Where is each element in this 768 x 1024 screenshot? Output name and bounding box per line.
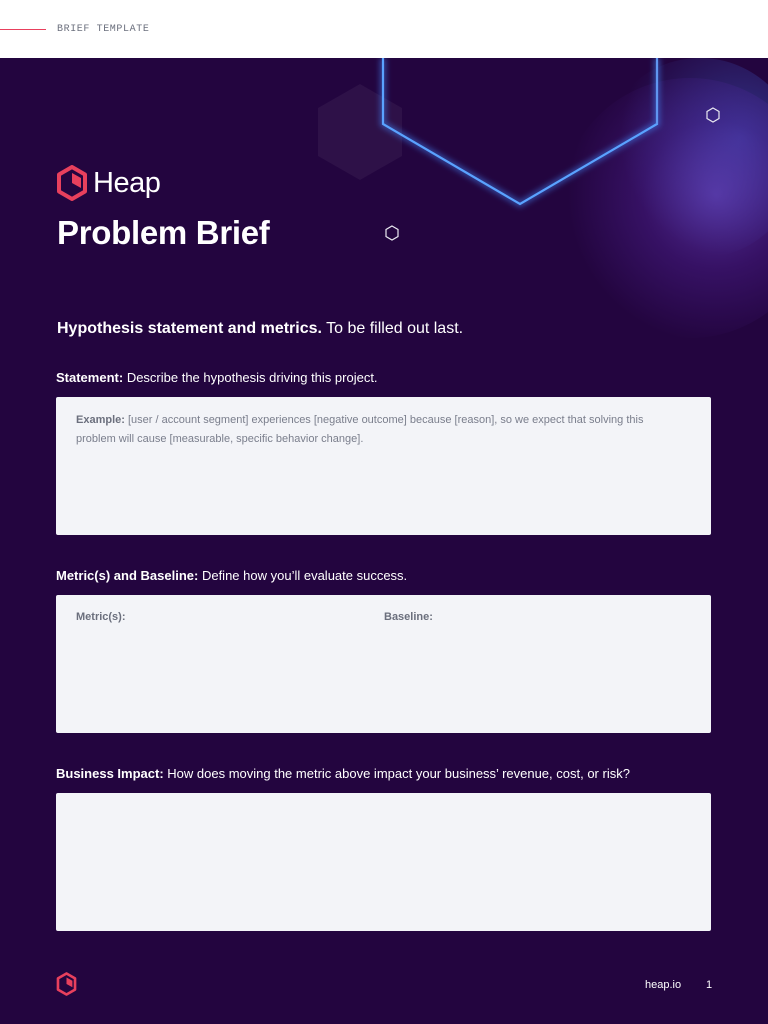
- brand-logo: [56, 164, 160, 202]
- faint-hexagon: [318, 84, 402, 180]
- header-accent-line: [0, 29, 46, 30]
- heap-logo-icon: [56, 165, 88, 201]
- page-title: Problem Brief: [57, 214, 270, 251]
- baseline-column-label: Baseline:: [384, 611, 433, 623]
- statement-hint-bold: Example:: [76, 414, 125, 426]
- small-hexagon-right: [707, 108, 719, 122]
- top-bar: [0, 0, 768, 58]
- impact-field[interactable]: [56, 793, 711, 931]
- impact-label-rest: How does moving the metric above impact your business’ revenue, cost, or risk?: [167, 766, 630, 781]
- hexagon-decoration: [0, 58, 768, 358]
- brief-page: [0, 58, 768, 1024]
- metrics-label: [56, 568, 407, 583]
- small-hexagon-center: [386, 226, 398, 240]
- metric-column-label: Metric(s):: [76, 611, 126, 623]
- statement-label: [56, 370, 378, 385]
- impact-label: [56, 766, 630, 781]
- footer-site-link[interactable]: heap.io: [645, 979, 682, 991]
- brand-name: Heap: [93, 166, 161, 199]
- metrics-label-bold: Metric(s) and Baseline:: [56, 568, 199, 583]
- neon-hexagon-glow: [383, 58, 657, 204]
- statement-hint: [76, 411, 686, 449]
- metrics-field[interactable]: [56, 595, 711, 733]
- page-number: 1: [706, 979, 713, 991]
- statement-field[interactable]: [56, 397, 711, 535]
- metrics-label-rest: Define how you’ll evaluate success.: [201, 568, 408, 583]
- section-heading-rest: To be filled out last.: [326, 320, 464, 337]
- statement-label-bold: Statement:: [56, 370, 124, 385]
- section-heading-bold: Hypothesis statement and metrics.: [57, 320, 322, 337]
- neon-hexagon-line: [383, 58, 657, 204]
- statement-label-rest: Describe the hypothesis driving this project.: [126, 370, 378, 385]
- template-label: BRIEF TEMPLATE: [57, 24, 150, 35]
- footer-heap-logo-icon: [56, 972, 77, 996]
- impact-label-bold: Business Impact:: [56, 766, 164, 781]
- section-heading: [57, 320, 463, 338]
- statement-hint-rest: [user / account segment] experiences [negative outcome] because [reason], so we expect that solving this problem will cause [measurable, specific behavior change].: [76, 414, 644, 445]
